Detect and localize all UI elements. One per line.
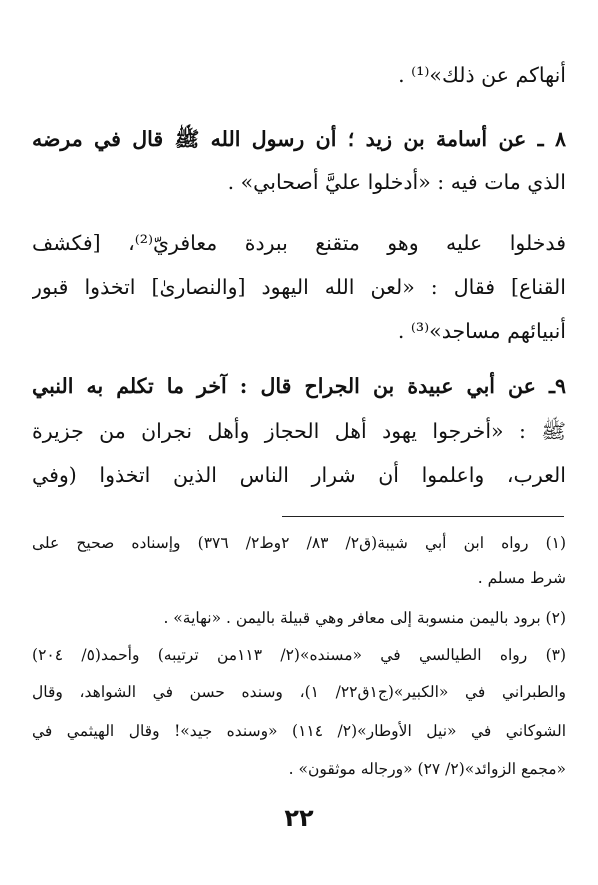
footnote-3-line-1: (٣) رواه الطيالسي في «مسنده»(٢/ ١١٣من ترتيبه) وأحمد(٥/ ٢٠٤) bbox=[32, 646, 566, 664]
footnote-separator bbox=[282, 516, 564, 517]
footnote-3-line-4: «مجمع الزوائد»(٢/ ٢٧) «ورجاله موثقون» . bbox=[288, 760, 566, 778]
footnote-1-line-2: شرط مسلم . bbox=[477, 569, 566, 587]
hadith-9-line-3: العرب، واعلموا أن شرار الناس الذين اتخذوا (وفي bbox=[32, 463, 566, 487]
body-line-1: أنهاكم عن ذلك»⁽¹⁾ . bbox=[398, 63, 566, 87]
hadith-8-line-1: ٨ ـ عن أسامة بن زيد ؛ أن رسول الله ﷺ قال في مرضه bbox=[32, 127, 566, 151]
hadith-9-line-2: ﷺ : «أخرجوا يهود أهل الحجاز وأهل نجران من جزيرة bbox=[32, 419, 566, 443]
body-line-5: القناع] فقال : «لعن الله اليهود [والنصارىٰ] اتخذوا قبور bbox=[32, 275, 566, 299]
page-number: ٢٢ bbox=[284, 804, 314, 832]
body-line-4: فدخلوا عليه وهو متقنع ببردة معافريّ⁽²⁾، [فكشف bbox=[32, 231, 566, 255]
footnote-3-line-3: الشوكاني في «نيل الأوطار»(٢/ ١١٤) «وسنده جيد»! وقال الهيثمي في bbox=[32, 722, 566, 740]
footnote-3-line-2: والطبراني في «الكبير»(ج١ق٢٢/ ١)، وسنده حسن في الشواهد، وقال bbox=[32, 683, 566, 701]
hadith-9-line-1: ٩ـ عن أبي عبيدة بن الجراح قال : آخر ما تكلم به النبي bbox=[32, 374, 566, 398]
body-line-6: أنبيائهم مساجد»⁽³⁾ . bbox=[397, 319, 566, 343]
footnote-2: (٢) برود باليمن منسوبة إلى معافر وهي قبيلة باليمن . «نهاية» . bbox=[163, 609, 566, 627]
hadith-8-line-2: الذي مات فيه : «أدخلوا عليَّ أصحابي» . bbox=[227, 170, 566, 194]
footnote-1-line-1: (١) رواه ابن أبي شيبة(ق٢/ ٨٣/ ٢وط٢/ ٣٧٦) وإسناده صحيح على bbox=[32, 534, 566, 552]
